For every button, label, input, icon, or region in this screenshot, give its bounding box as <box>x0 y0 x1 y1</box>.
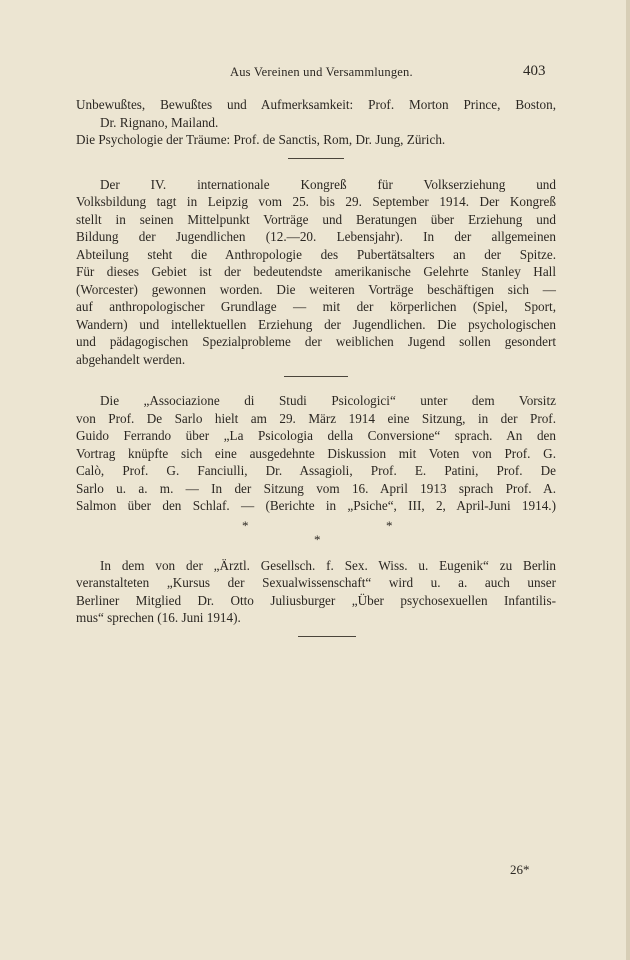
asterism-star: * <box>386 517 393 533</box>
page-body <box>76 96 556 627</box>
paragraph-congress <box>76 176 556 369</box>
paragraph-line: Wandern) und intellektuellen Erziehung der Jugendlichen. Die psychologischen <box>76 316 556 332</box>
paragraph-line: auf anthropologischer Grundlage — mit der körperlichen (Spiel, Sport, <box>76 299 556 314</box>
lecture-line-3: Die Psychologie der Träume: Prof. de Sanctis, Rom, Dr. Jung, Zürich. <box>76 132 446 147</box>
paragraph-line: Berliner Mitglied Dr. Otto Juliusburger „Über psychosexuellen Infantilis- <box>76 592 556 608</box>
asterism <box>76 517 556 545</box>
paragraph-line: Salmon über den Schlaf. — (Berichte in „Psiche“, III, 2, April-Juni 1914.) <box>76 498 556 513</box>
paragraph-line: Guido Ferrando über „La Psicologia della Conversione“ sprach. An den <box>76 428 556 443</box>
lecture-line-1: Unbewußtes, Bewußtes und Aufmerksamkeit: Prof. Morton Prince, Boston, <box>76 97 556 112</box>
paragraph-kursus <box>76 557 556 627</box>
section-divider-3 <box>298 636 356 637</box>
section-divider-2 <box>284 376 348 377</box>
lecture-line-2: Dr. Rignano, Mailand. <box>100 114 219 130</box>
asterism-star: * <box>242 517 249 533</box>
header-title: Aus Vereinen und Versammlungen. <box>230 65 413 79</box>
paragraph-line: Vortrag knüpfte sich eine ausgedehnte Diskussion mit Voten von Prof. G. <box>76 445 556 461</box>
page-edge-shadow <box>626 0 630 960</box>
paragraph-associazione <box>76 392 556 515</box>
paragraph-line: veranstalteten „Kursus der Sexualwissenschaft“ wird u. a. auch unser <box>76 575 556 590</box>
paragraph-line: abgehandelt werden. <box>76 351 186 367</box>
paragraph-line: mus“ sprechen (16. Juni 1914). <box>76 610 241 625</box>
paragraph-line: Für dieses Gebiet ist der bedeutendste amerikanische Gelehrte Stanley Hall <box>76 264 556 279</box>
section-divider-1 <box>288 158 344 159</box>
paragraph-line: Abteilung steht die Anthropologie des Pubertätsalters an der Spitze. <box>76 246 556 262</box>
paragraph-line: von Prof. De Sarlo hielt am 29. März 1914 eine Sitzung, in der Prof. <box>76 410 556 426</box>
paragraph-line: und pädagogischen Spezialprobleme der weiblichen Jugend sollen gesondert <box>76 334 556 349</box>
paragraph-line: (Worcester) gewonnen worden. Die weiteren Vorträge beschäftigen sich — <box>76 281 556 297</box>
paragraph-line: Bildung der Jugendlichen (12.—20. Lebensjahr). In der allgemeinen <box>76 229 556 244</box>
running-header <box>0 63 630 83</box>
page-number: 403 <box>523 63 546 79</box>
lecture-list <box>76 96 556 149</box>
paragraph-line: Sarlo u. a. m. — In der Sitzung vom 16. April 1913 sprach Prof. A. <box>76 480 556 496</box>
paragraph-line: Der IV. internationale Kongreß für Volkserziehung und <box>100 176 556 192</box>
signature-mark: 26* <box>510 862 530 877</box>
paragraph-line: Die „Associazione di Studi Psicologici“ unter dem Vorsitz <box>100 393 556 408</box>
paragraph-line: In dem von der „Ärztl. Gesellsch. f. Sex. Wiss. u. Eugenik“ zu Berlin <box>100 557 556 573</box>
asterism-star: * <box>314 531 321 547</box>
paragraph-line: Volksbildung tagt in Leipzig vom 25. bis 29. September 1914. Der Kongreß <box>76 194 556 209</box>
paragraph-line: Calò, Prof. G. Fanciulli, Dr. Assagioli, Prof. E. Patini, Prof. De <box>76 463 556 478</box>
paragraph-line: stellt in seinen Mittelpunkt Vorträge und Beratungen über Erziehung und <box>76 211 556 227</box>
